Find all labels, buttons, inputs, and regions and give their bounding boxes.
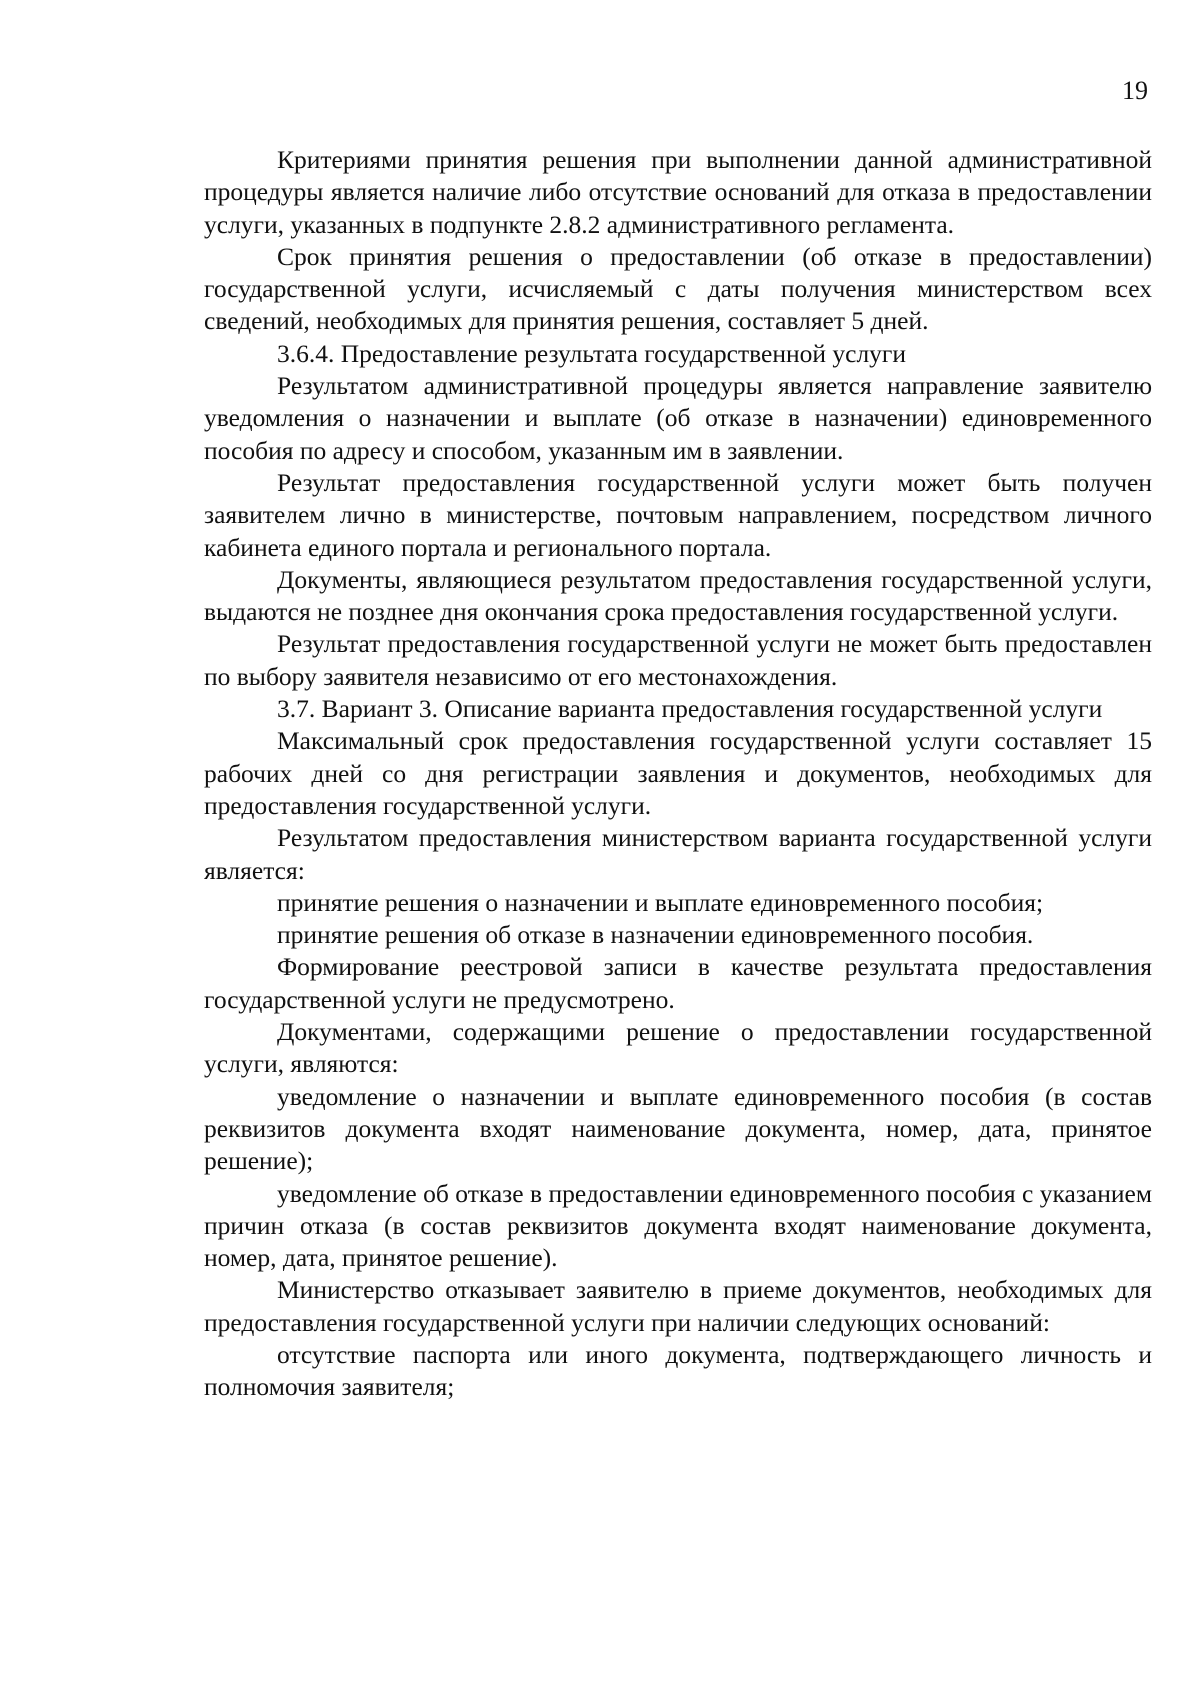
paragraph-refusal-grounds: Министерство отказывает заявителю в приеме документов, необходимых для предоставления государственной услуги при наличии следующих оснований: [204,1275,1152,1337]
section-heading-3-7: 3.7. Вариант 3. Описание варианта предоставления государственной услуги [277,694,1103,724]
list-item-decision-refusal: принятие решения об отказе в назначении единовременного пособия. [277,920,1034,950]
list-item-decision-grant: принятие решения о назначении и выплате единовременного пособия; [277,887,1044,917]
paragraph-criteria: Критериями принятия решения при выполнении данной административной процедуры является наличие либо отсутствие оснований для отказа в предоставлении услуги, указанных в подпункте 2.8.2 административного регламента. [204,145,1152,239]
paragraph-result-delivery: Результат предоставления государственной услуги может быть получен заявителем лично в министерстве, почтовым направлением, посредством личного кабинета единого портала и регионального портала. [204,467,1152,562]
list-item-notice-refusal: уведомление об отказе в предоставлении единовременного пособия с указанием причин отказа (в состав реквизитов документа входят наименование документа, номер, дата, принятое решение). [204,1178,1152,1273]
paragraph-documents-issued: Документы, являющиеся результатом предоставления государственной услуги, выдаются не позднее дня окончания срока предоставления государственной услуги. [204,564,1152,627]
page-number: 19 [1122,76,1148,105]
list-item-no-passport: отсутствие паспорта или иного документа, подтверждающего личность и полномочия заявителя; [204,1339,1152,1402]
paragraph-variant-result: Результатом предоставления министерством варианта государственной услуги является: [204,823,1152,885]
section-heading-3-6-4: 3.6.4. Предоставление результата государственной услуги [277,338,907,368]
paragraph-decision-term: Срок принятия решения о предоставлении (об отказе в предоставлении) государственной услуги, исчисляемый с даты получения министерством всех сведений, необходимых для принятия решения, составляет 5 дней. [204,241,1152,336]
paragraph-decision-documents: Документами, содержащими решение о предоставлении государственной услуги, являются: [204,1017,1152,1079]
paragraph-max-term: Максимальный срок предоставления государственной услуги составляет 15 рабочих дней со дня регистрации заявления и документов, необходимых для предоставления государственной услуги. [204,726,1152,820]
document-body [204,144,1152,1404]
paragraph-registry-record: Формирование реестровой записи в качестве результата предоставления государственной услуги не предусмотрено. [204,952,1152,1014]
list-item-notice-grant: уведомление о назначении и выплате единовременного пособия (в состав реквизитов документа входят наименование документа, номер, дата, принятое решение); [204,1081,1152,1176]
paragraph-procedure-result: Результатом административной процедуры является направление заявителю уведомления о назначении и выплате (об отказе в назначении) единовременного пособия по адресу и способом, указанным им в заявлении. [204,371,1152,465]
paragraph-no-extraterritorial: Результат предоставления государственной услуги не может быть предоставлен по выбору заявителя независимо от его местонахождения. [204,629,1152,691]
